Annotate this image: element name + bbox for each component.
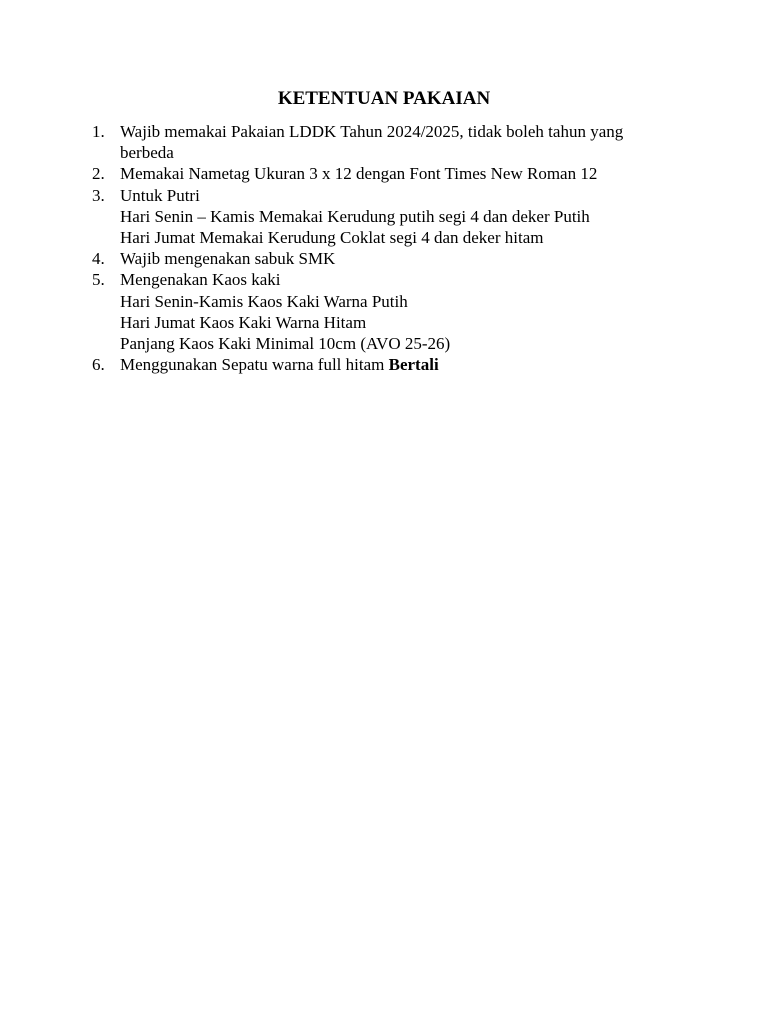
item-number: 4. xyxy=(92,249,105,269)
list-item-5 xyxy=(92,269,692,354)
item-line: Hari Senin – Kamis Memakai Kerudung putih segi 4 dan deker Putih xyxy=(120,206,590,226)
item-line: Memakai Nametag Ukuran 3 x 12 dengan Font Times New Roman 12 xyxy=(120,164,598,184)
item-text: Menggunakan Sepatu warna full hitam xyxy=(120,355,389,375)
item-line: Hari Jumat Kaos Kaki Warna Hitam xyxy=(120,312,367,332)
item-line: Wajib memakai Pakaian LDDK Tahun 2024/2025, tidak boleh tahun yang xyxy=(120,122,624,141)
item-line xyxy=(120,354,692,375)
item-text-bold: Bertali xyxy=(388,355,439,375)
page-title: KETENTUAN PAKAIAN xyxy=(277,88,491,109)
list-item-2 xyxy=(92,163,692,184)
list-item-1 xyxy=(92,121,692,163)
item-line: Panjang Kaos Kaki Minimal 10cm (AVO 25-26) xyxy=(120,334,451,354)
item-line: Untuk Putri xyxy=(120,185,200,205)
item-line: Hari Senin-Kamis Kaos Kaki Warna Putih xyxy=(120,291,408,311)
rules-list xyxy=(92,121,692,375)
list-item-4 xyxy=(92,248,692,269)
item-number: 2. xyxy=(92,164,105,184)
item-line: Hari Jumat Memakai Kerudung Coklat segi 4 dan deker hitam xyxy=(120,228,544,248)
item-number: 6. xyxy=(92,355,105,375)
item-line: Wajib mengenakan sabuk SMK xyxy=(120,249,336,269)
list-item-3 xyxy=(92,185,692,249)
list-item-6 xyxy=(92,354,692,375)
item-line: berbeda xyxy=(120,143,174,163)
item-number: 3. xyxy=(92,185,105,205)
item-line: Mengenakan Kaos kaki xyxy=(120,270,281,290)
item-number: 5. xyxy=(92,270,105,290)
item-number: 1. xyxy=(92,122,105,141)
